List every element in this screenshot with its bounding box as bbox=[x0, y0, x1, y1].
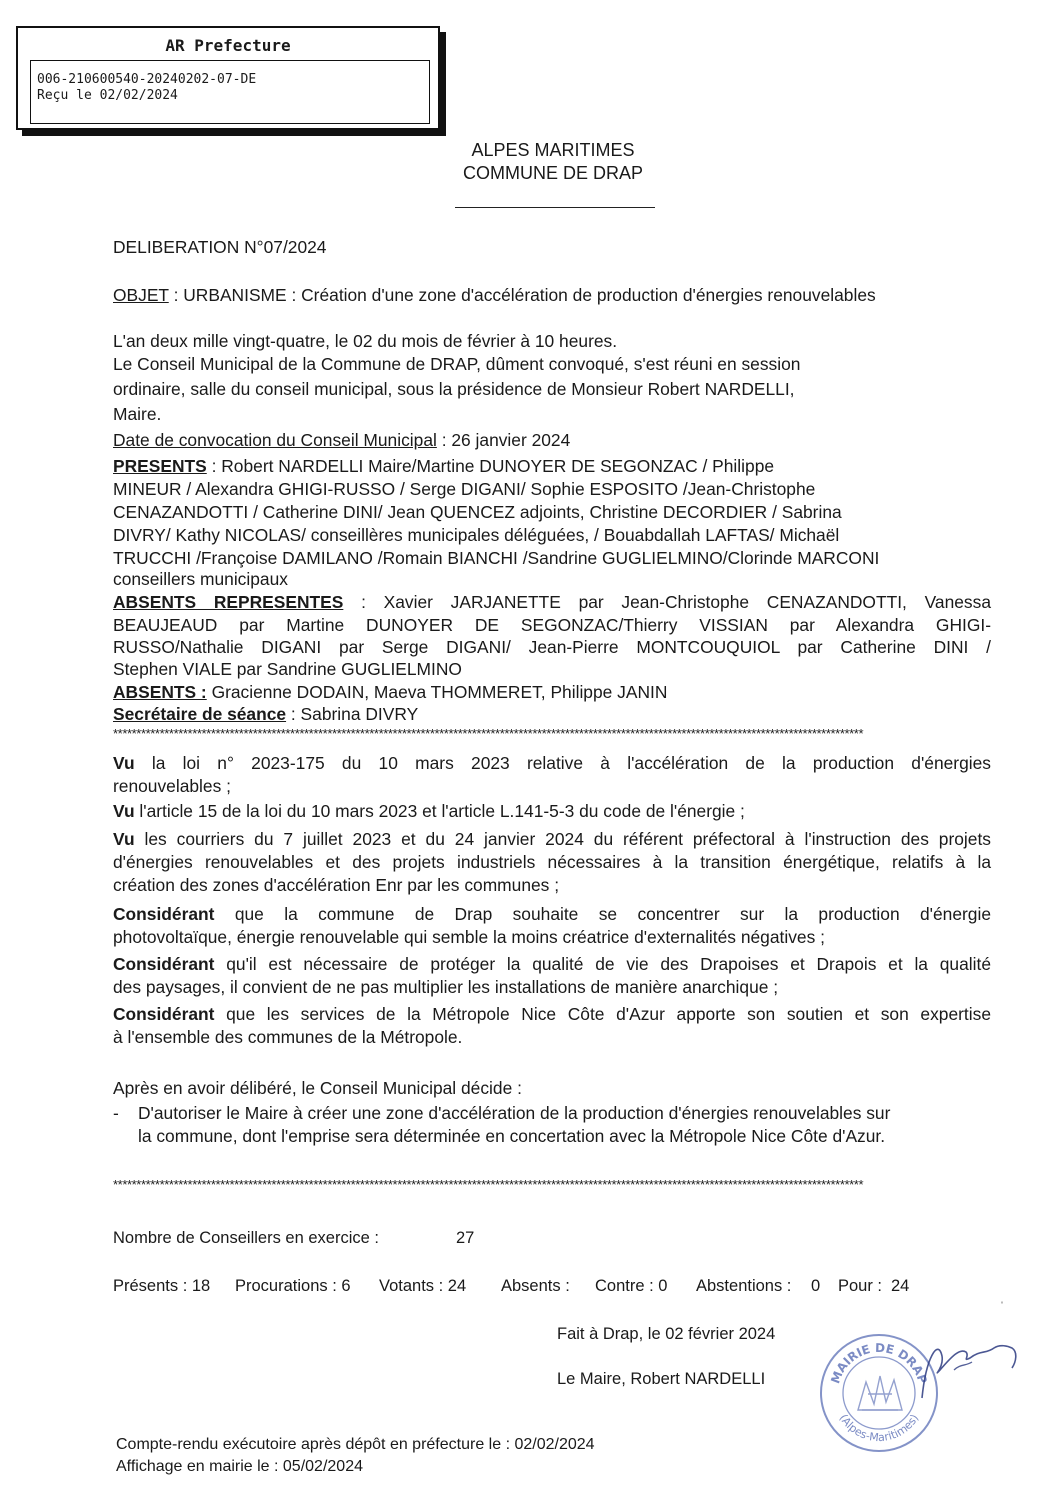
maire-name: Le Maire, Robert NARDELLI bbox=[557, 1370, 766, 1388]
absents-representes-line-2: BEAUJEAUD par Martine DUNOYER DE SEGONZAC/Thierry VISSIAN par Alexandra GHIGI- bbox=[113, 615, 991, 635]
votes-votants: Votants : 24 bbox=[379, 1277, 467, 1295]
secretaire-label: Secrétaire de séance bbox=[113, 704, 287, 724]
separator-stars-1: ***************************************************************************************************************************************************************** bbox=[113, 726, 864, 741]
votes-abstentions-value: 0 bbox=[811, 1277, 821, 1295]
considerant-3-text-1: que les services de la Métropole Nice Côte d'Azur apporte son soutien et son expertise bbox=[214, 1004, 991, 1024]
intro-line-2: Le Conseil Municipal de la Commune de DRAP, dûment convoqué, s'est réuni en session bbox=[113, 354, 801, 374]
votes-presents: Présents : 18 bbox=[113, 1277, 211, 1295]
conseillers-label: Nombre de Conseillers en exercice : bbox=[113, 1229, 379, 1247]
vu-1-label: Vu bbox=[113, 753, 135, 773]
decision-dash: - bbox=[113, 1103, 119, 1123]
scan-mark: ˌ bbox=[1000, 1290, 1004, 1304]
presents-text-1: : Robert NARDELLI Maire/Martine DUNOYER DE SEGONZAC / Philippe bbox=[206, 456, 775, 476]
votes-contre: Contre : 0 bbox=[595, 1277, 668, 1295]
footer-line-1: Compte-rendu exécutoire après dépôt en préfecture le : 02/02/2024 bbox=[116, 1436, 595, 1453]
absents-label: ABSENTS : bbox=[113, 682, 207, 702]
absents-line bbox=[113, 682, 667, 703]
place-date: Fait à Drap, le 02 février 2024 bbox=[557, 1325, 776, 1343]
commune-heading: COMMUNE DE DRAP bbox=[462, 163, 643, 183]
considerant-2-label: Considérant bbox=[113, 954, 215, 974]
absents-representes-label: ABSENTS REPRESENTES bbox=[113, 592, 344, 612]
department-heading: ALPES MARITIMES bbox=[471, 140, 635, 160]
convocation-value: : 26 janvier 2024 bbox=[436, 430, 571, 450]
ar-stamp-title: AR Prefecture bbox=[165, 36, 291, 55]
presents-label: PRESENTS bbox=[113, 456, 207, 476]
vu-1-text-1: la loi n° 2023-175 du 10 mars 2023 relative à l'accélération de la production d'énergies bbox=[134, 753, 991, 773]
secretaire-line bbox=[113, 704, 418, 725]
presents-line-6: conseillers municipaux bbox=[113, 569, 288, 589]
objet-sep: : bbox=[168, 285, 184, 305]
separator-stars-2: ***************************************************************************************************************************************************************** bbox=[113, 1177, 864, 1192]
considerant-2-text-1: qu'il est nécessaire de protéger la qualité de vie des Drapoises et Drapois et la qualité bbox=[214, 954, 991, 974]
considerant-1-line-2: photovoltaïque, énergie renouvelable qui semble la moins créatrice d'externalités négatives ; bbox=[113, 927, 825, 947]
header-divider bbox=[455, 207, 655, 208]
absents-representes-line-1 bbox=[113, 592, 991, 613]
seal-top-text: MAIRIE DE DRAP bbox=[828, 1340, 930, 1386]
footer-line-2: Affichage en mairie le : 05/02/2024 bbox=[116, 1458, 363, 1475]
convocation-label: Date de convocation du Conseil Municipal bbox=[113, 430, 437, 450]
presents-line-1 bbox=[113, 456, 774, 477]
votes-abstentions: Abstentions : bbox=[696, 1277, 792, 1295]
absents-representes-line-3: RUSSO/Nathalie DIGANI par Serge DIGANI/ Jean-Pierre MONTCOUQUIOL par Catherine DINI / bbox=[113, 637, 991, 657]
presents-line-4: DIVRY/ Kathy NICOLAS/ conseillères municipales déléguées, / Bouabdallah LAFTAS/ Michaël bbox=[113, 525, 840, 545]
intro-line-4: Maire. bbox=[113, 404, 162, 424]
vu-2-line bbox=[113, 801, 745, 822]
conseillers-value: 27 bbox=[456, 1229, 475, 1247]
vu-3-text-1: les courriers du 7 juillet 2023 et du 24 janvier 2024 du référent préfectoral à l'instruction des projets bbox=[134, 829, 991, 849]
secretaire-text: : Sabrina DIVRY bbox=[286, 704, 419, 724]
objet-text: URBANISME : Création d'une zone d'accélération de production d'énergies renouvelables bbox=[183, 285, 876, 305]
intro-line-3: ordinaire, salle du conseil municipal, sous la présidence de Monsieur Robert NARDELLI, bbox=[113, 379, 795, 399]
vu-3-line-2: d'énergies renouvelables et des projets industriels nécessaires à la transition énergétique, relatifs à la bbox=[113, 852, 991, 872]
votes-pour-value: 24 bbox=[891, 1277, 910, 1295]
decision-intro: Après en avoir délibéré, le Conseil Municipal décide : bbox=[113, 1078, 522, 1098]
ar-stamp-id: 006-210600540-20240202-07-DE bbox=[37, 72, 257, 87]
objet-line bbox=[113, 285, 876, 306]
maire-signature bbox=[900, 1318, 1030, 1408]
considerant-1-line-1 bbox=[113, 904, 991, 925]
decision-line-2: la commune, dont l'emprise sera déterminée en concertation avec la Métropole Nice Côte d'Azur. bbox=[138, 1126, 886, 1146]
considerant-3-line-1 bbox=[113, 1004, 991, 1025]
vu-2-text: l'article 15 de la loi du 10 mars 2023 et l'article L.141-5-3 du code de l'énergie ; bbox=[134, 801, 745, 821]
intro-line-1: L'an deux mille vingt-quatre, le 02 du mois de février à 10 heures. bbox=[113, 331, 618, 351]
votes-procurations: Procurations : 6 bbox=[235, 1277, 351, 1295]
seal-bottom-text: (Alpes-Maritimes) bbox=[836, 1412, 922, 1445]
absents-representes-line-4: Stephen VIALE par Sandrine GUGLIELMINO bbox=[113, 659, 462, 679]
ar-stamp-received: Reçu le 02/02/2024 bbox=[37, 88, 178, 103]
considerant-3-label: Considérant bbox=[113, 1004, 215, 1024]
vu-1-line-1 bbox=[113, 753, 991, 774]
convocation-line bbox=[113, 430, 570, 451]
absents-text: Gracienne DODAIN, Maeva THOMMERET, Philippe JANIN bbox=[206, 682, 668, 702]
absents-representes-text-1: : Xavier JARJANETTE par Jean-Christophe CENAZANDOTTI, Vanessa bbox=[343, 592, 991, 612]
vu-1-line-2: renouvelables ; bbox=[113, 776, 231, 796]
presents-line-2: MINEUR / Alexandra GHIGI-RUSSO / Serge DIGANI/ Sophie ESPOSITO /Jean-Christophe bbox=[113, 479, 816, 499]
considerant-2-line-1 bbox=[113, 954, 991, 975]
votes-absents: Absents : bbox=[501, 1277, 570, 1295]
objet-label: OBJET bbox=[113, 285, 169, 305]
presents-line-5: TRUCCHI /Françoise DAMILANO /Romain BIANCHI /Sandrine GUGLIELMINO/Clorinde MARCONI bbox=[113, 548, 880, 568]
vu-3-line-3: création des zones d'accélération Enr par les communes ; bbox=[113, 875, 560, 895]
considerant-1-text-1: que la commune de Drap souhaite se concentrer sur la production d'énergie bbox=[214, 904, 991, 924]
vu-3-label: Vu bbox=[113, 829, 135, 849]
presents-line-3: CENAZANDOTTI / Catherine DINI/ Jean QUENCEZ adjoints, Christine DECORDIER / Sabrina bbox=[113, 502, 842, 522]
considerant-3-line-2: à l'ensemble des communes de la Métropole. bbox=[113, 1027, 463, 1047]
considerant-1-label: Considérant bbox=[113, 904, 215, 924]
vu-3-line-1 bbox=[113, 829, 991, 850]
decision-line-1: D'autoriser le Maire à créer une zone d'accélération de la production d'énergies renouvelables sur bbox=[138, 1103, 891, 1123]
considerant-2-line-2: des paysages, il convient de ne pas multiplier les installations de manière anarchique ; bbox=[113, 977, 779, 997]
votes-pour: Pour : bbox=[838, 1277, 883, 1295]
deliberation-number: DELIBERATION N°07/2024 bbox=[113, 237, 327, 257]
vu-2-label: Vu bbox=[113, 801, 135, 821]
